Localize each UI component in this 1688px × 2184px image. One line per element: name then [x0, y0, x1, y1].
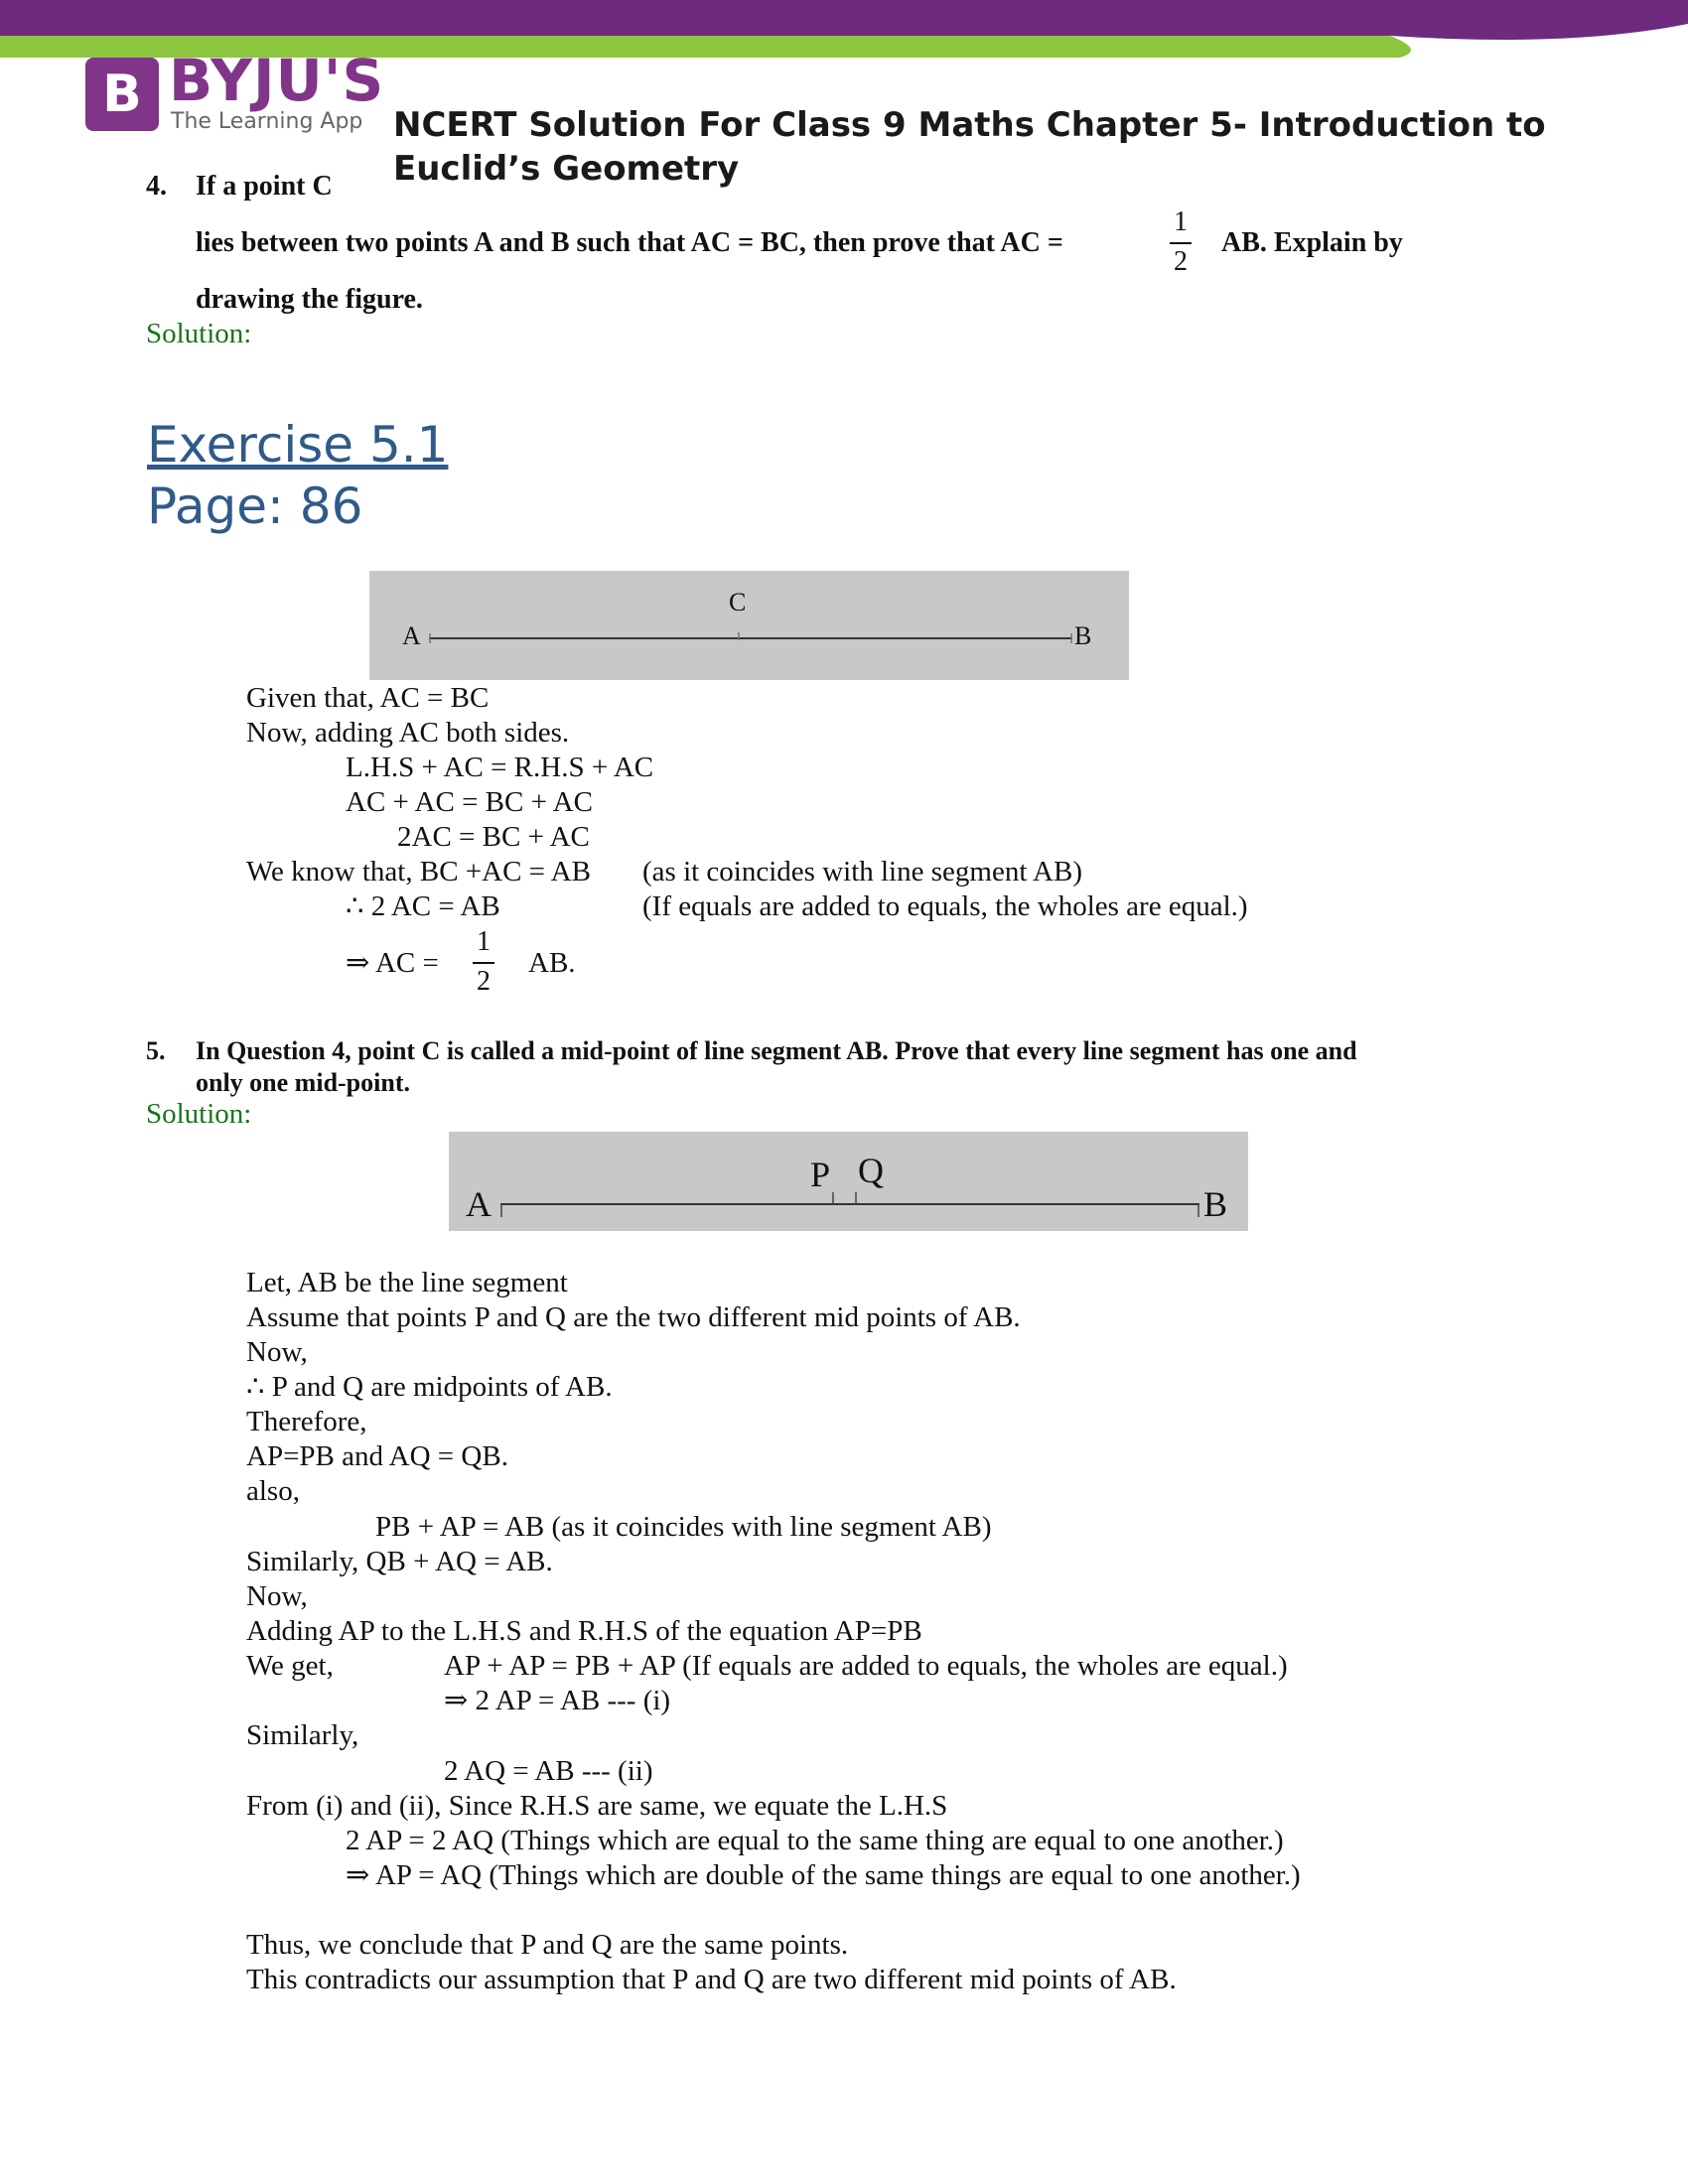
sol5-line: From (i) and (ii), Since R.H.S are same, we equate the L.H.S	[246, 1790, 948, 1822]
sol4-reason: (as it coincides with line segment AB)	[642, 856, 1082, 887]
question-4-line1: If a point C	[196, 171, 333, 202]
fraction-denominator: 2	[1174, 246, 1188, 277]
sol5-line: Let, AB be the line segment	[246, 1267, 568, 1298]
question-4-number: 4.	[146, 171, 167, 202]
fraction-bar	[473, 962, 494, 964]
question-4-fraction	[1170, 208, 1192, 276]
sol4-line: ∴ 2 AC = AB	[346, 890, 500, 922]
question-5-line1: In Question 4, point C is called a mid-point of line segment AB. Prove that every line segment has one and	[196, 1036, 1357, 1065]
point-p-label: P	[810, 1155, 831, 1194]
sol5-line: Assume that points P and Q are the two different mid points of AB.	[246, 1301, 1021, 1333]
fraction-bar	[1170, 242, 1192, 244]
line-segment-diagram	[369, 571, 1129, 680]
solution-label: Solution:	[146, 1098, 252, 1130]
exercise-page: Page: 86	[147, 478, 363, 535]
sol4-line: Now, adding AC both sides.	[246, 717, 570, 749]
sol5-line: AP + AP = PB + AP (If equals are added to equals, the wholes are equal.)	[444, 1650, 1288, 1682]
sol4-line: L.H.S + AC = R.H.S + AC	[346, 751, 654, 783]
question-4-line2: lies between two points A and B such that AC = BC, then prove that AC =	[196, 227, 1063, 258]
sol4-line: AC + AC = BC + AC	[346, 786, 593, 818]
sol4-final-fraction	[473, 928, 494, 996]
document-title: NCERT Solution For Class 9 Maths Chapter 5- Introduction to Euclid’s Geometry	[393, 105, 1546, 189]
sol5-line: AP=PB and AQ = QB.	[246, 1440, 508, 1472]
sol4-line: We know that, BC +AC = AB	[246, 856, 591, 887]
sol5-line: ⇒ 2 AP = AB --- (i)	[444, 1685, 671, 1716]
sol4-reason: (If equals are added to equals, the wholes are equal.)	[642, 890, 1248, 922]
brand-name: BYJU'S	[169, 47, 385, 114]
sol5-line: PB + AP = AB (as it coincides with line segment AB)	[375, 1511, 992, 1543]
sol4-line: Given that, AC = BC	[246, 682, 490, 714]
point-q-label: Q	[858, 1151, 884, 1190]
brand-tagline: The Learning App	[171, 109, 363, 134]
sol5-line: also,	[246, 1475, 300, 1507]
figure-line-segment-ac	[369, 571, 1129, 680]
sol5-line: Now,	[246, 1336, 308, 1368]
sol5-line: We get,	[246, 1650, 334, 1682]
sol4-final-suffix: AB.	[528, 947, 576, 979]
fraction-denominator: 2	[477, 966, 491, 997]
sol5-line: Now,	[246, 1580, 308, 1612]
logo-letter: B	[102, 65, 142, 124]
sol4-final-prefix: ⇒ AC =	[346, 947, 439, 979]
solution-label: Solution:	[146, 318, 252, 349]
figure-line-segment-pq	[449, 1132, 1248, 1231]
sol5-line: Similarly,	[246, 1719, 359, 1751]
sol5-line: Adding AP to the L.H.S and R.H.S of the equation AP=PB	[246, 1615, 922, 1647]
sol5-line: 2 AP = 2 AQ (Things which are equal to the same thing are equal to one another.)	[346, 1825, 1284, 1856]
exercise-title: Exercise 5.1	[147, 416, 449, 474]
sol5-line: Thus, we conclude that P and Q are the same points.	[246, 1929, 849, 1961]
sol5-line: This contradicts our assumption that P and Q are two different mid points of AB.	[246, 1964, 1177, 1995]
fraction-numerator: 1	[1174, 206, 1188, 237]
question-5-line2: only one mid-point.	[196, 1068, 410, 1097]
point-b-label: B	[1074, 621, 1092, 650]
sol5-line: 2 AQ = AB --- (ii)	[444, 1755, 653, 1787]
point-a-label: A	[466, 1184, 492, 1224]
point-a-label: A	[402, 621, 421, 650]
sol5-line: Similarly, QB + AQ = AB.	[246, 1546, 553, 1577]
sol5-line: Therefore,	[246, 1406, 367, 1437]
question-4-line2-end: AB. Explain by	[1221, 227, 1403, 258]
sol5-line: ∴ P and Q are midpoints of AB.	[246, 1371, 613, 1403]
sol4-line: 2AC = BC + AC	[397, 821, 590, 853]
fraction-numerator: 1	[477, 926, 491, 957]
point-c-label: C	[729, 588, 747, 616]
point-b-label: B	[1203, 1184, 1228, 1224]
question-5-number: 5.	[146, 1036, 166, 1065]
question-4-line3: drawing the figure.	[196, 284, 423, 315]
midpoint-diagram	[449, 1132, 1248, 1231]
sol5-line: ⇒ AP = AQ (Things which are double of the same things are equal to one another.)	[346, 1859, 1301, 1891]
